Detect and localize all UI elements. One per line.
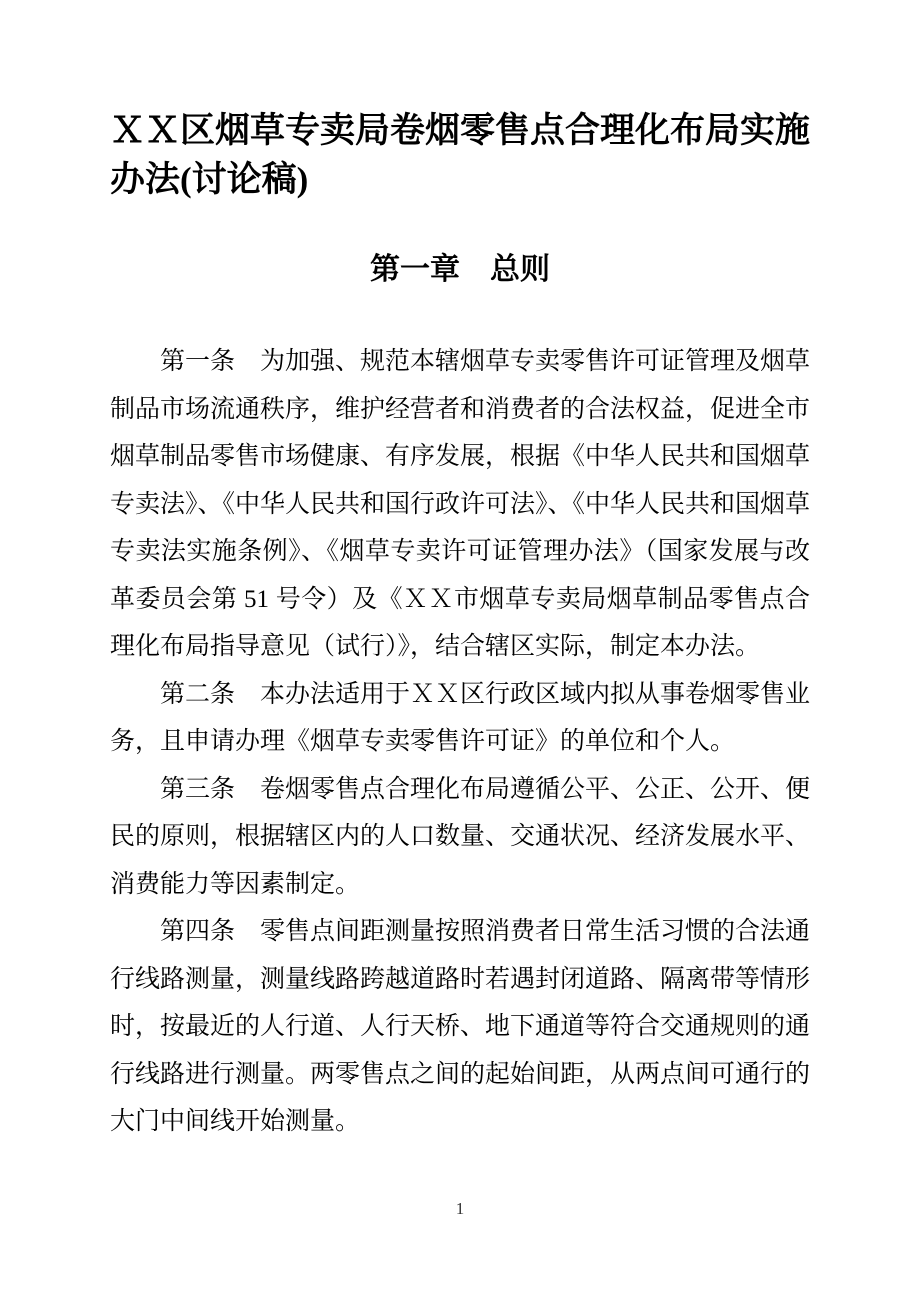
document-body [110,338,810,1146]
paragraph-article-3: 第三条 卷烟零售点合理化布局遵循公平、公正、公开、便民的原则，根据辖区内的人口数量、交通状况、经济发展水平、消费能力等因素制定。 [110,775,811,898]
chapter-heading: 第一章 总则 [370,253,550,286]
paragraph-article-1: 第一条 为加强、规范本辖烟草专卖零售许可证管理及烟草制品市场流通秩序，维护经营者和消费者的合法权益，促进全市烟草制品零售市场健康、有序发展，根据《中华人民共和国烟草专卖法》、《中华人民共和国行政许可法》、《中华人民共和国烟草专卖法实施条例》、《烟草专卖许可证管理办法》（国家发展与改革委员会第 51 号令）及《ＸＸ市烟草专卖局烟草制品零售点合理化布局指导意见（试行）》，结合辖区实际，制定本办法。 [110,348,811,660]
paragraph-article-4: 第四条 零售点间距测量按照消费者日常生活习惯的合法通行线路测量，测量线路跨越道路时若遇封闭道路、隔离带等情形时，按最近的人行道、人行天桥、地下通道等符合交通规则的通行线路进行测量。两零售点之间的起始间距，从两点间可通行的大门中间线开始测量。 [110,918,811,1135]
page-number: 1 [455,1199,465,1218]
paragraph-article-2: 第二条 本办法适用于ＸＸ区行政区域内拟从事卷烟零售业务，且申请办理《烟草专卖零售许可证》的单位和个人。 [110,680,811,755]
document-title: ＸＸ区烟草专卖局卷烟零售点合理化布局实施办法(讨论稿) [110,111,811,199]
